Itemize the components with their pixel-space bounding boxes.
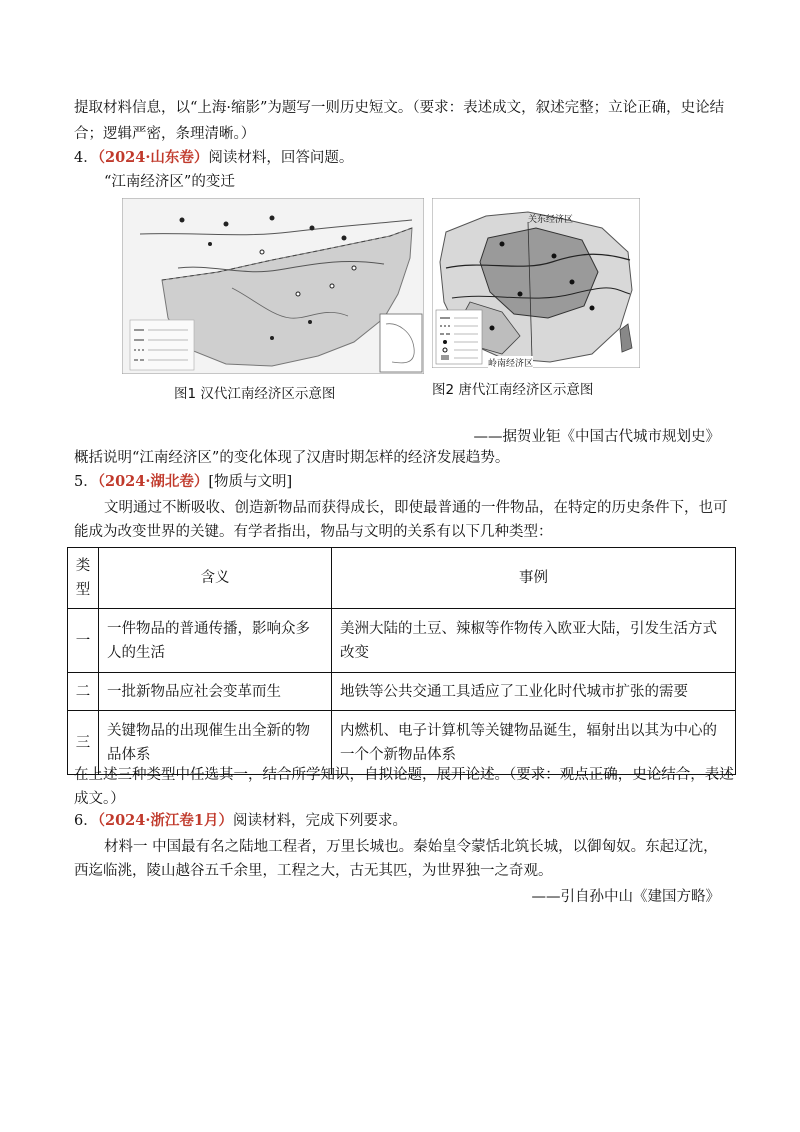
row-example: 内燃机、电子计算机等关键物品诞生，辐射出以其为中心的一个个新物品体系: [332, 711, 736, 775]
row-type: 一: [68, 609, 99, 673]
row-meaning: 关键物品的出现催生出全新的物品体系: [99, 711, 332, 775]
q5-number: 5．: [74, 474, 98, 490]
header-type: 类型: [68, 548, 99, 609]
row-example: 地铁等公共交通工具适应了工业化时代城市扩张的需要: [332, 673, 736, 711]
row-meaning: 一件物品的普通传播，影响众多人的生活: [99, 609, 332, 673]
row-example: 美洲大陆的土豆、辣椒等作物传入欧亚大陆，引发生活方式改变: [332, 609, 736, 673]
figure-2: [432, 198, 640, 416]
q5-source: （2024·湖北卷）: [97, 473, 209, 490]
q6-citation: ——引自孙中山《建国方略》: [531, 889, 720, 905]
q6-material-1b: 西迄临洮，陵山越谷五千余里，工程之大，古无其匹，为世界独一之奇观。: [74, 863, 553, 879]
fig2-label-north: 关东经济区: [528, 215, 574, 225]
figure-2-caption: 图2 唐代江南经济区示意图: [432, 382, 594, 398]
q6-material-1a: 材料一 中国最有名之陆地工程者，万里长城也。秦始皇令蒙恬北筑长城，以御匈奴。东起辽沈，: [104, 839, 718, 855]
q4-number: 4．: [74, 150, 98, 166]
intro-line-1: 提取材料信息，以“上海·缩影”为题写一则历史短文。（要求：表述成文，叙述完整；立论正确，史论结: [74, 100, 725, 116]
row-meaning: 一批新物品应社会变革而生: [99, 673, 332, 711]
intro-line-2: 合；逻辑严密，条理清晰。）: [74, 126, 256, 142]
table-row: [68, 609, 736, 673]
q6-number: 6．: [74, 813, 98, 829]
q6-heading: [74, 811, 407, 831]
q5-heading: [74, 472, 292, 492]
q5-question-1: 在上述三种类型中任选其一，结合所学知识，自拟论题，展开论述。（要求：观点正确，史论结合，表述: [74, 767, 734, 783]
fig2-label-south: 岭南经济区: [488, 356, 533, 369]
q5-tag: [物质与文明]: [208, 474, 293, 490]
table-header-row: [68, 548, 736, 609]
q4-heading: [74, 148, 353, 168]
q4-question: 概括说明“江南经济区”的变化体现了汉唐时期怎样的经济发展趋势。: [74, 450, 510, 466]
row-type: 二: [68, 673, 99, 711]
q6-prompt: 阅读材料，完成下列要求。: [232, 813, 407, 829]
figure-1: [122, 198, 424, 416]
q4-citation: ——据贺业钜《中国古代城市规划史》: [473, 429, 720, 445]
q5-para-1: 文明通过不断吸收、创造新物品而获得成长，即使最普通的一件物品，在特定的历史条件下，也可: [104, 500, 728, 516]
q4-subtitle: “江南经济区”的变迁: [104, 174, 235, 190]
q5-question-2: 成文。）: [74, 791, 125, 807]
q4-prompt: 阅读材料，回答问题。: [208, 150, 354, 166]
header-meaning: 含义: [99, 548, 332, 609]
han-map: [122, 198, 424, 374]
row-type: 三: [68, 711, 99, 775]
q5-para-2: 能成为改变世界的关键。有学者指出，物品与文明的关系有以下几种类型：: [74, 524, 553, 540]
q4-source: （2024·山东卷）: [97, 149, 209, 166]
q6-source: （2024·浙江卷1月）: [97, 812, 233, 829]
type-table: [67, 547, 736, 775]
header-example: 事例: [332, 548, 736, 609]
table-row: [68, 673, 736, 711]
figure-1-caption: 图1 汉代江南经济区示意图: [174, 386, 336, 402]
